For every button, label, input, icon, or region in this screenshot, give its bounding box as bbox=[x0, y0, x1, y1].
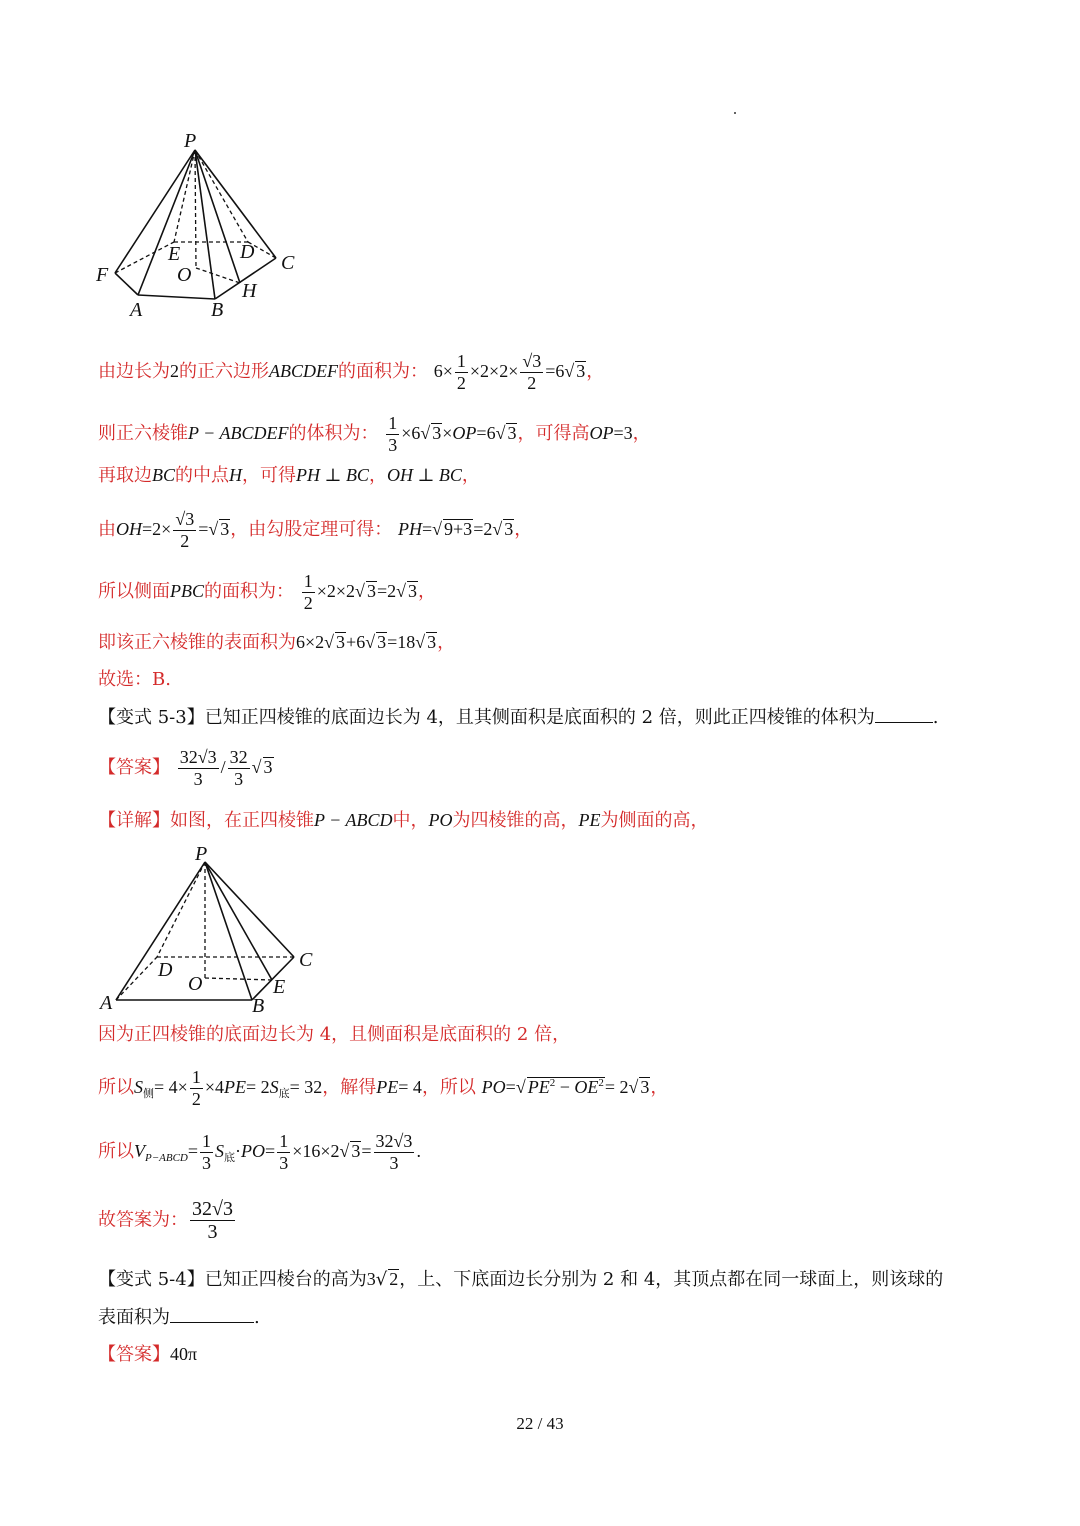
solution-line-4: 由OH=2× $\frac{√3}{2}$ =√ 3，由勾股定理可得： PH=√ 9+3=2√ 3， bbox=[98, 509, 533, 551]
label-E: E bbox=[273, 976, 286, 998]
solution-final-answer: 故答案为： $\frac{32√3}{3}$ bbox=[98, 1198, 233, 1243]
label-P: P bbox=[184, 130, 197, 152]
variant-5-4-question-cont: 表面积为 . bbox=[98, 1307, 260, 1328]
label-D: D bbox=[240, 241, 255, 263]
label-C: C bbox=[299, 949, 313, 971]
label-E: E bbox=[168, 243, 181, 265]
solution-line-6: 即该正六棱锥的表面积为6×2√ 3+6√ 3=18√ 3， bbox=[98, 632, 456, 653]
stray-dot bbox=[734, 112, 736, 114]
hexagonal-pyramid-figure bbox=[90, 125, 320, 325]
square-pyramid-figure bbox=[95, 838, 330, 1018]
label-B: B bbox=[252, 995, 265, 1017]
label-O: O bbox=[177, 264, 192, 286]
page-number: 22 / 43 bbox=[516, 1414, 564, 1433]
variant-5-4-answer: 【答案】40π bbox=[98, 1344, 198, 1365]
solution-line-8: 因为正四棱锥的底面边长为 4，且侧面积是底面积的 2 倍， bbox=[98, 1024, 571, 1045]
solution-line-7: 故选：B. bbox=[98, 669, 171, 690]
variant-5-4-question: 【变式 5-4】已知正四棱台的高为3√ 2，上、下底面边长分别为 2 和 4，其顶点都在同一球面上，则该球的 bbox=[98, 1269, 944, 1290]
label-A: A bbox=[130, 299, 143, 321]
label-C: C bbox=[281, 252, 295, 274]
solution-line-3: 再取边BC的中点H，可得PH ⊥ BC，OH ⊥ BC， bbox=[98, 465, 480, 486]
solution-line-10: 所以$V_{P-ABCD}=$ $\frac{1}{3}$ $S_底\cdot PO=$ $\frac{1}{3}$ ×16×2√ 3= $\frac{32√3}{3}$ . bbox=[98, 1131, 421, 1173]
solution-line-2: 则正六棱锥P − ABCDEF的体积为： $\frac{1}{3}$ ×6√ 3×OP=6√ 3，可得高OP=3， bbox=[98, 413, 651, 455]
label-O: O bbox=[188, 973, 203, 995]
solution-line-9: 所以$S_侧= 4\times$ $\frac{1}{2}$ $\times 4PE= 2S_底= 32$，解得PE= 4，所以 PO=√ $PE^2 - OE^2= 2√$ 3， bbox=[98, 1067, 669, 1109]
label-A: A bbox=[100, 992, 113, 1014]
solution-line-5: 所以侧面PBC的面积为： $\frac{1}{2}$ ×2×2√ 3=2√ 3， bbox=[98, 571, 436, 613]
label-B: B bbox=[211, 299, 224, 321]
label-H: H bbox=[242, 280, 257, 302]
variant-5-3-explanation: 【详解】如图，在正四棱锥P − ABCD中，PO为四棱锥的高，PE为侧面的高， bbox=[98, 810, 709, 831]
label-P: P bbox=[195, 843, 208, 865]
variant-5-3-answer: 【答案】 $\frac{32√3}{3}$ / $\frac{32}{3}$ √ 3 bbox=[98, 747, 273, 789]
label-F: F bbox=[96, 264, 109, 286]
variant-5-3-question: 【变式 5-3】已知正四棱锥的底面边长为 4，且其侧面积是底面积的 2 倍，则此正四棱锥的体积为 . bbox=[98, 707, 939, 728]
label-D: D bbox=[158, 959, 173, 981]
solution-line-1: 由边长为2的正六边形ABCDEF的面积为： 6× $\frac{1}{2}$ ×2×2× $\frac{√3}{2}$ =6√ 3， bbox=[98, 351, 605, 393]
